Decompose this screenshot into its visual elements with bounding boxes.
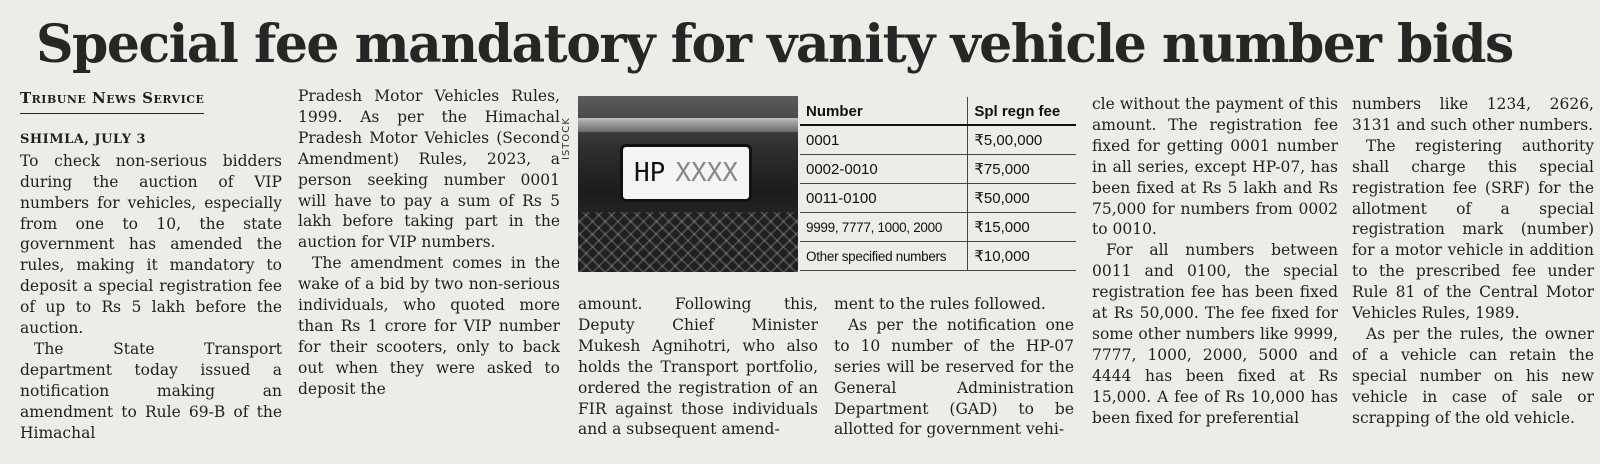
- cell-number: Other specified numbers: [800, 242, 968, 271]
- dateline-text: SHIMLA, JULY 3: [20, 131, 147, 147]
- paragraph: ment to the rules followed.: [834, 295, 1046, 313]
- cell-fee: ₹50,000: [968, 184, 1076, 213]
- paragraph: For all numbers between 0011 and 0100, the special registration fee has been fixed at Rs 50,000. The fee fixed for some other numbers like 9999, 7777, 1000, 2000, 5000 and 4444 has been fixed at Rs 15,000. A fee of Rs 10,000 has been fixed for preferential: [1092, 241, 1338, 427]
- article-column-5: [1092, 94, 1338, 429]
- article-column-6: [1352, 94, 1594, 429]
- paragraph: The State Transport department today issued a notification making an amendment to Rule 69-B of the Himachal: [20, 339, 282, 442]
- table-header-row: [800, 97, 1076, 125]
- dateline: [20, 128, 282, 151]
- table-row: [800, 184, 1076, 213]
- header-fee: Spl regn fee: [968, 97, 1076, 125]
- table-row: [800, 155, 1076, 184]
- article-column-2: [298, 86, 560, 400]
- headline: Special fee mandatory for vanity vehicle number bids: [36, 14, 1513, 75]
- header-number: Number: [800, 97, 968, 125]
- article-column-4: [834, 294, 1074, 440]
- cell-number: 9999, 7777, 1000, 2000: [800, 213, 968, 242]
- grille: [578, 212, 798, 272]
- byline: Tribune News Service: [20, 88, 204, 114]
- bumper-chrome: [578, 118, 798, 132]
- cell-number: 0011-0100: [800, 184, 968, 213]
- paragraph: As per the rules, the owner of a vehicle can retain the special number on his new vehicle in case of sale or scrapping of the old vehicle.: [1352, 324, 1594, 427]
- paragraph: cle without the payment of this amount. The registration fee fixed for getting 0001 number in all series, except HP-07, has been fixed at Rs 5 lakh and Rs 75,000 for numbers from 0002 to 0010.: [1092, 95, 1338, 239]
- paragraph: The amendment comes in the wake of a bid by two non-serious individuals, who quoted more than Rs 1 crore for VIP number for their scooters, only to back out when they were asked to deposit the: [298, 254, 560, 398]
- number-plate-photo: [578, 96, 798, 272]
- plate-prefix: HP: [634, 158, 666, 188]
- table-row: [800, 242, 1076, 271]
- article-column-3: [578, 294, 818, 440]
- cell-number: 0001: [800, 125, 968, 155]
- fee-table: [800, 97, 1076, 271]
- photo-credit: ISTOCK: [561, 117, 572, 160]
- paragraph: To check non-serious bidders during the auction of VIP numbers for vehicles, especially from one to 10, the state government has amended the rules, making it mandatory to deposit a special registration fee of up to Rs 5 lakh before the auction.: [20, 151, 282, 338]
- table-row: [800, 213, 1076, 242]
- article-column-1: [20, 86, 282, 444]
- paragraph: Pradesh Motor Vehicles Rules, 1999. As per the Himachal Pradesh Motor Vehicles (Second Amendment) Rules, 2023, a person seeking number 0001 will have to pay a sum of Rs 5 lakh before taking part in the auction for VIP numbers.: [298, 87, 560, 252]
- cell-fee: ₹5,00,000: [968, 125, 1076, 155]
- cell-fee: ₹75,000: [968, 155, 1076, 184]
- paragraph: numbers like 1234, 2626, 3131 and such other numbers.: [1352, 95, 1594, 134]
- paragraph: As per the notification one to 10 number of the HP-07 series will be reserved for the General Administration Department (GAD) to be allotted for government vehi-: [834, 315, 1074, 439]
- paragraph: The registering authority shall charge this special registration fee (SRF) for the allotment of a special registration mark (number) for a motor vehicle in addition to the prescribed fee under Rule 81 of the Central Motor Vehicles Rules, 1989.: [1352, 136, 1594, 323]
- cell-number: 0002-0010: [800, 155, 968, 184]
- plate-digits: XXXX: [675, 158, 738, 188]
- cell-fee: ₹10,000: [968, 242, 1076, 271]
- table-row: [800, 125, 1076, 155]
- number-plate: [620, 144, 752, 202]
- paragraph: amount. Following this, Deputy Chief Minister Mukesh Agnihotri, who also holds the Transport portfolio, ordered the registration of an FIR against those individuals and a subsequent amend-: [578, 295, 818, 439]
- cell-fee: ₹15,000: [968, 213, 1076, 242]
